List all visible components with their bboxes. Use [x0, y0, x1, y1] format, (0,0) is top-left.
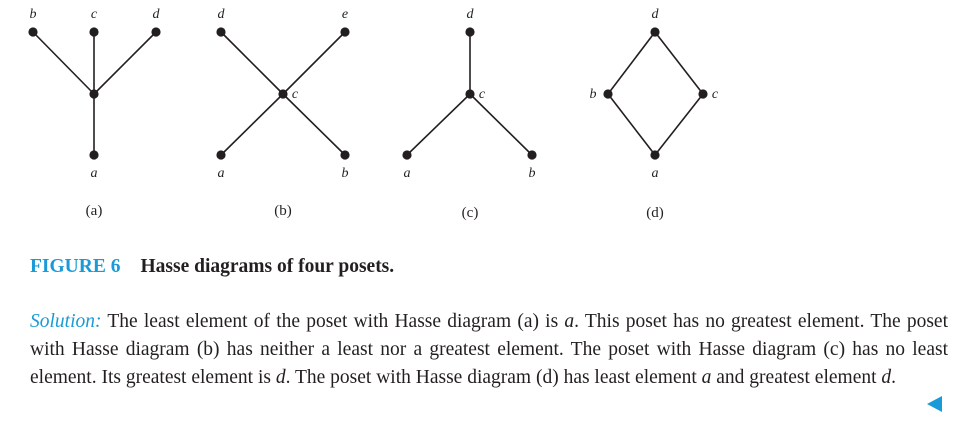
solution-var-d2: d — [881, 367, 892, 388]
solution-text-1: The least element of the poset with Hasse diagram (a) is — [101, 311, 565, 332]
solution-var-a: a — [564, 311, 575, 332]
hasse-diagram-c — [402, 7, 536, 221]
diagram-caption-a: (a) — [85, 203, 103, 219]
solution-var-d: d — [275, 367, 286, 388]
vertex-a — [89, 150, 98, 159]
solution-text-4: and greatest element — [711, 367, 882, 388]
edge-c-a — [655, 94, 703, 155]
vertex-a — [216, 150, 225, 159]
edge-d-b — [608, 32, 655, 94]
vertex-b — [603, 89, 612, 98]
vertex-m — [89, 89, 98, 98]
vertex-label-a: a — [217, 166, 225, 181]
vertex-label-b: b — [589, 87, 597, 102]
vertex-label-d: d — [651, 7, 659, 22]
edge-b-m — [33, 32, 94, 94]
vertex-d — [650, 27, 659, 36]
edge-b-a — [608, 94, 655, 155]
vertex-label-c: c — [711, 87, 719, 102]
vertex-label-b: b — [341, 166, 349, 181]
vertex-a — [650, 150, 659, 159]
hasse-diagram-d — [590, 7, 719, 221]
solution-paragraph — [30, 308, 948, 392]
edge-d-c — [655, 32, 703, 94]
vertex-d — [151, 27, 160, 36]
edge-c-b — [470, 94, 532, 155]
diagram-caption-c: (c) — [461, 205, 479, 221]
vertex-b — [527, 150, 536, 159]
vertex-label-c: c — [90, 7, 98, 22]
vertex-d — [465, 27, 474, 36]
vertex-b — [28, 27, 37, 36]
solution-var-a2: a — [701, 367, 712, 388]
vertex-d — [216, 27, 225, 36]
vertex-c — [278, 89, 287, 98]
solution-text-3: . The poset with Hasse diagram (d) has least element — [285, 367, 702, 388]
edge-d-m — [94, 32, 156, 94]
vertex-label-a: a — [403, 166, 411, 181]
diagram-caption-d: (d) — [646, 205, 664, 221]
diagram-caption-b: (b) — [274, 203, 292, 219]
solution-label: Solution: — [30, 311, 102, 332]
vertex-label-d: d — [466, 7, 474, 22]
vertex-c — [89, 27, 98, 36]
edge-e-c — [283, 32, 345, 94]
vertex-label-c: c — [478, 87, 486, 102]
end-of-example-icon — [927, 396, 942, 412]
vertex-label-e: e — [341, 7, 349, 22]
vertex-label-b: b — [29, 7, 37, 22]
vertex-label-a: a — [651, 166, 659, 181]
hasse-diagram-a — [28, 7, 160, 219]
solution-text-5: . — [891, 367, 897, 388]
vertex-c — [698, 89, 707, 98]
solution-text-2: . This poset has no greatest element. The poset with Hasse diagram (b) has neither a least nor a greatest element. The poset with Hasse diagram (c) has no least element. Its greatest element is — [30, 311, 949, 388]
vertex-label-a: a — [90, 166, 98, 181]
edge-c-a — [221, 94, 283, 155]
vertex-a — [402, 150, 411, 159]
vertex-label-b: b — [528, 166, 536, 181]
vertex-label-d: d — [217, 7, 225, 22]
figure-caption — [30, 256, 394, 278]
figure-number: FIGURE 6 — [30, 256, 121, 277]
edge-c-b — [283, 94, 345, 155]
vertex-label-c: c — [291, 87, 299, 102]
vertex-c — [465, 89, 474, 98]
hasse-diagram-b — [216, 7, 349, 219]
vertex-label-d: d — [152, 7, 160, 22]
edge-d-c — [221, 32, 283, 94]
vertex-b — [340, 150, 349, 159]
figure-title: Hasse diagrams of four posets. — [140, 256, 395, 277]
edge-c-a — [407, 94, 470, 155]
vertex-e — [340, 27, 349, 36]
